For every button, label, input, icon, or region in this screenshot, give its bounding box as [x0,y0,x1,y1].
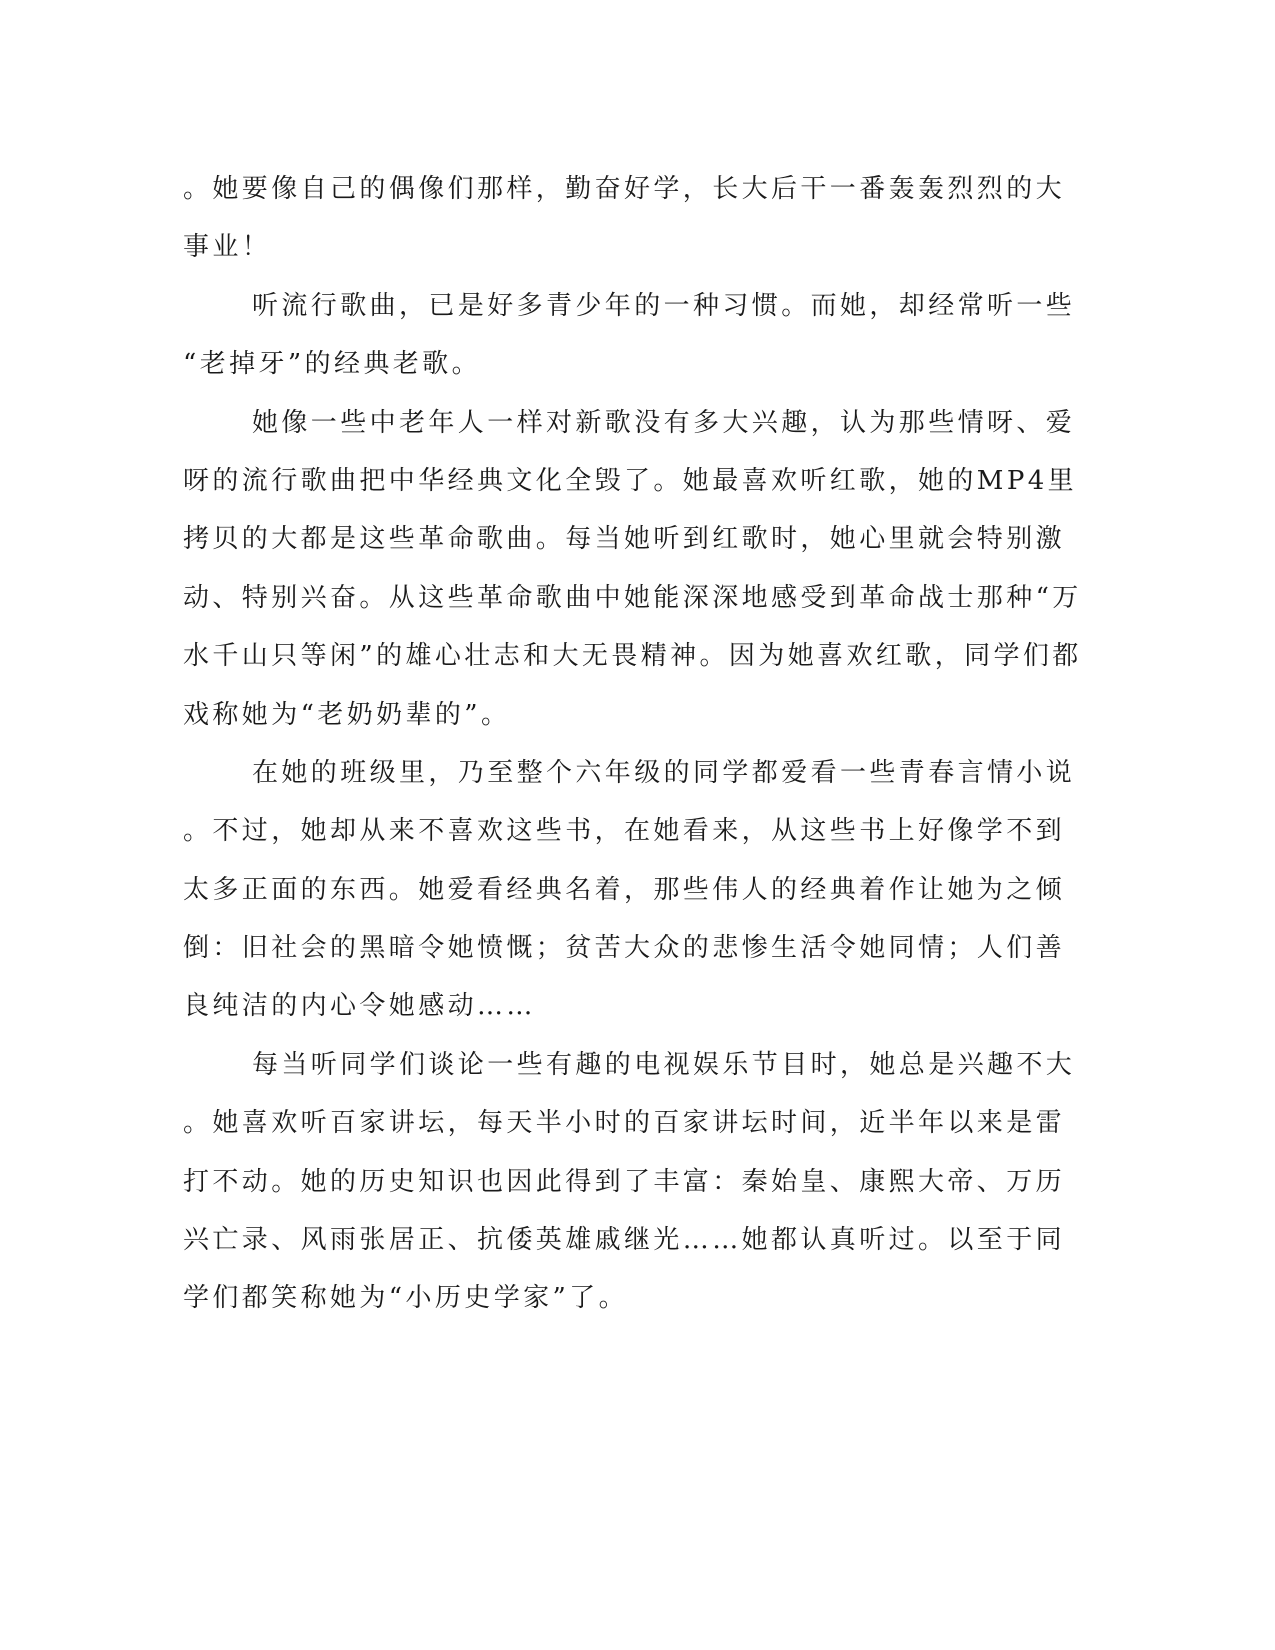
text-line: 太多正面的东西。她爱看经典名着，那些伟人的经典着作让她为之倾 [183,874,1066,905]
text-line: 在她的班级里，乃至整个六年级的同学都爱看一些青春言情小说 [252,757,1076,788]
text-line: 学们都笑称她为“小历史学家”了。 [183,1283,628,1314]
text-line: “老掉牙”的经典老歌。 [183,349,481,380]
text-line: 兴亡录、风雨张居正、抗倭英雄戚继光……她都认真听过。以至于同 [183,1225,1066,1256]
text-line: 。她要像自己的偶像们那样，勤奋好学，长大后干一番轰轰烈烈的大 [183,174,1066,204]
body-text [183,160,1082,1328]
text-line: 动、特别兴奋。从这些革命歌曲中她能深深地感受到革命战士那种“万 [183,582,1082,613]
text-line: 她像一些中老年人一样对新歌没有多大兴趣，认为那些情呀、爱 [252,407,1076,438]
text-line: 事业！ [183,232,272,263]
text-line: 。不过，她却从来不喜欢这些书，在她看来，从这些书上好像学不到 [183,816,1066,847]
text-line: 每当听同学们谈论一些有趣的电视娱乐节目时，她总是兴趣不大 [252,1049,1076,1080]
text-line: 戏称她为“老奶奶辈的”。 [183,699,511,730]
text-line: 打不动。她的历史知识也因此得到了丰富：秦始皇、康熙大帝、万历 [183,1166,1066,1197]
text-line: 良纯洁的内心令她感动…… [183,991,536,1022]
text-line: 倒：旧社会的黑暗令她愤慨；贫苦大众的悲惨生活令她同情；人们善 [183,933,1066,964]
text-line: 拷贝的大都是这些革命歌曲。每当她听到红歌时，她心里就会特别激 [183,524,1066,555]
text-line: 。她喜欢听百家讲坛，每天半小时的百家讲坛时间，近半年以来是雷 [183,1108,1066,1139]
text-line: 呀的流行歌曲把中华经典文化全毁了。她最喜欢听红歌，她的MP4里 [183,465,1078,496]
text-line: 听流行歌曲，已是好多青少年的一种习惯。而她，却经常听一些 [252,290,1076,321]
text-line: 水千山只等闲”的雄心壮志和大无畏精神。因为她喜欢红歌，同学们都 [183,641,1082,672]
